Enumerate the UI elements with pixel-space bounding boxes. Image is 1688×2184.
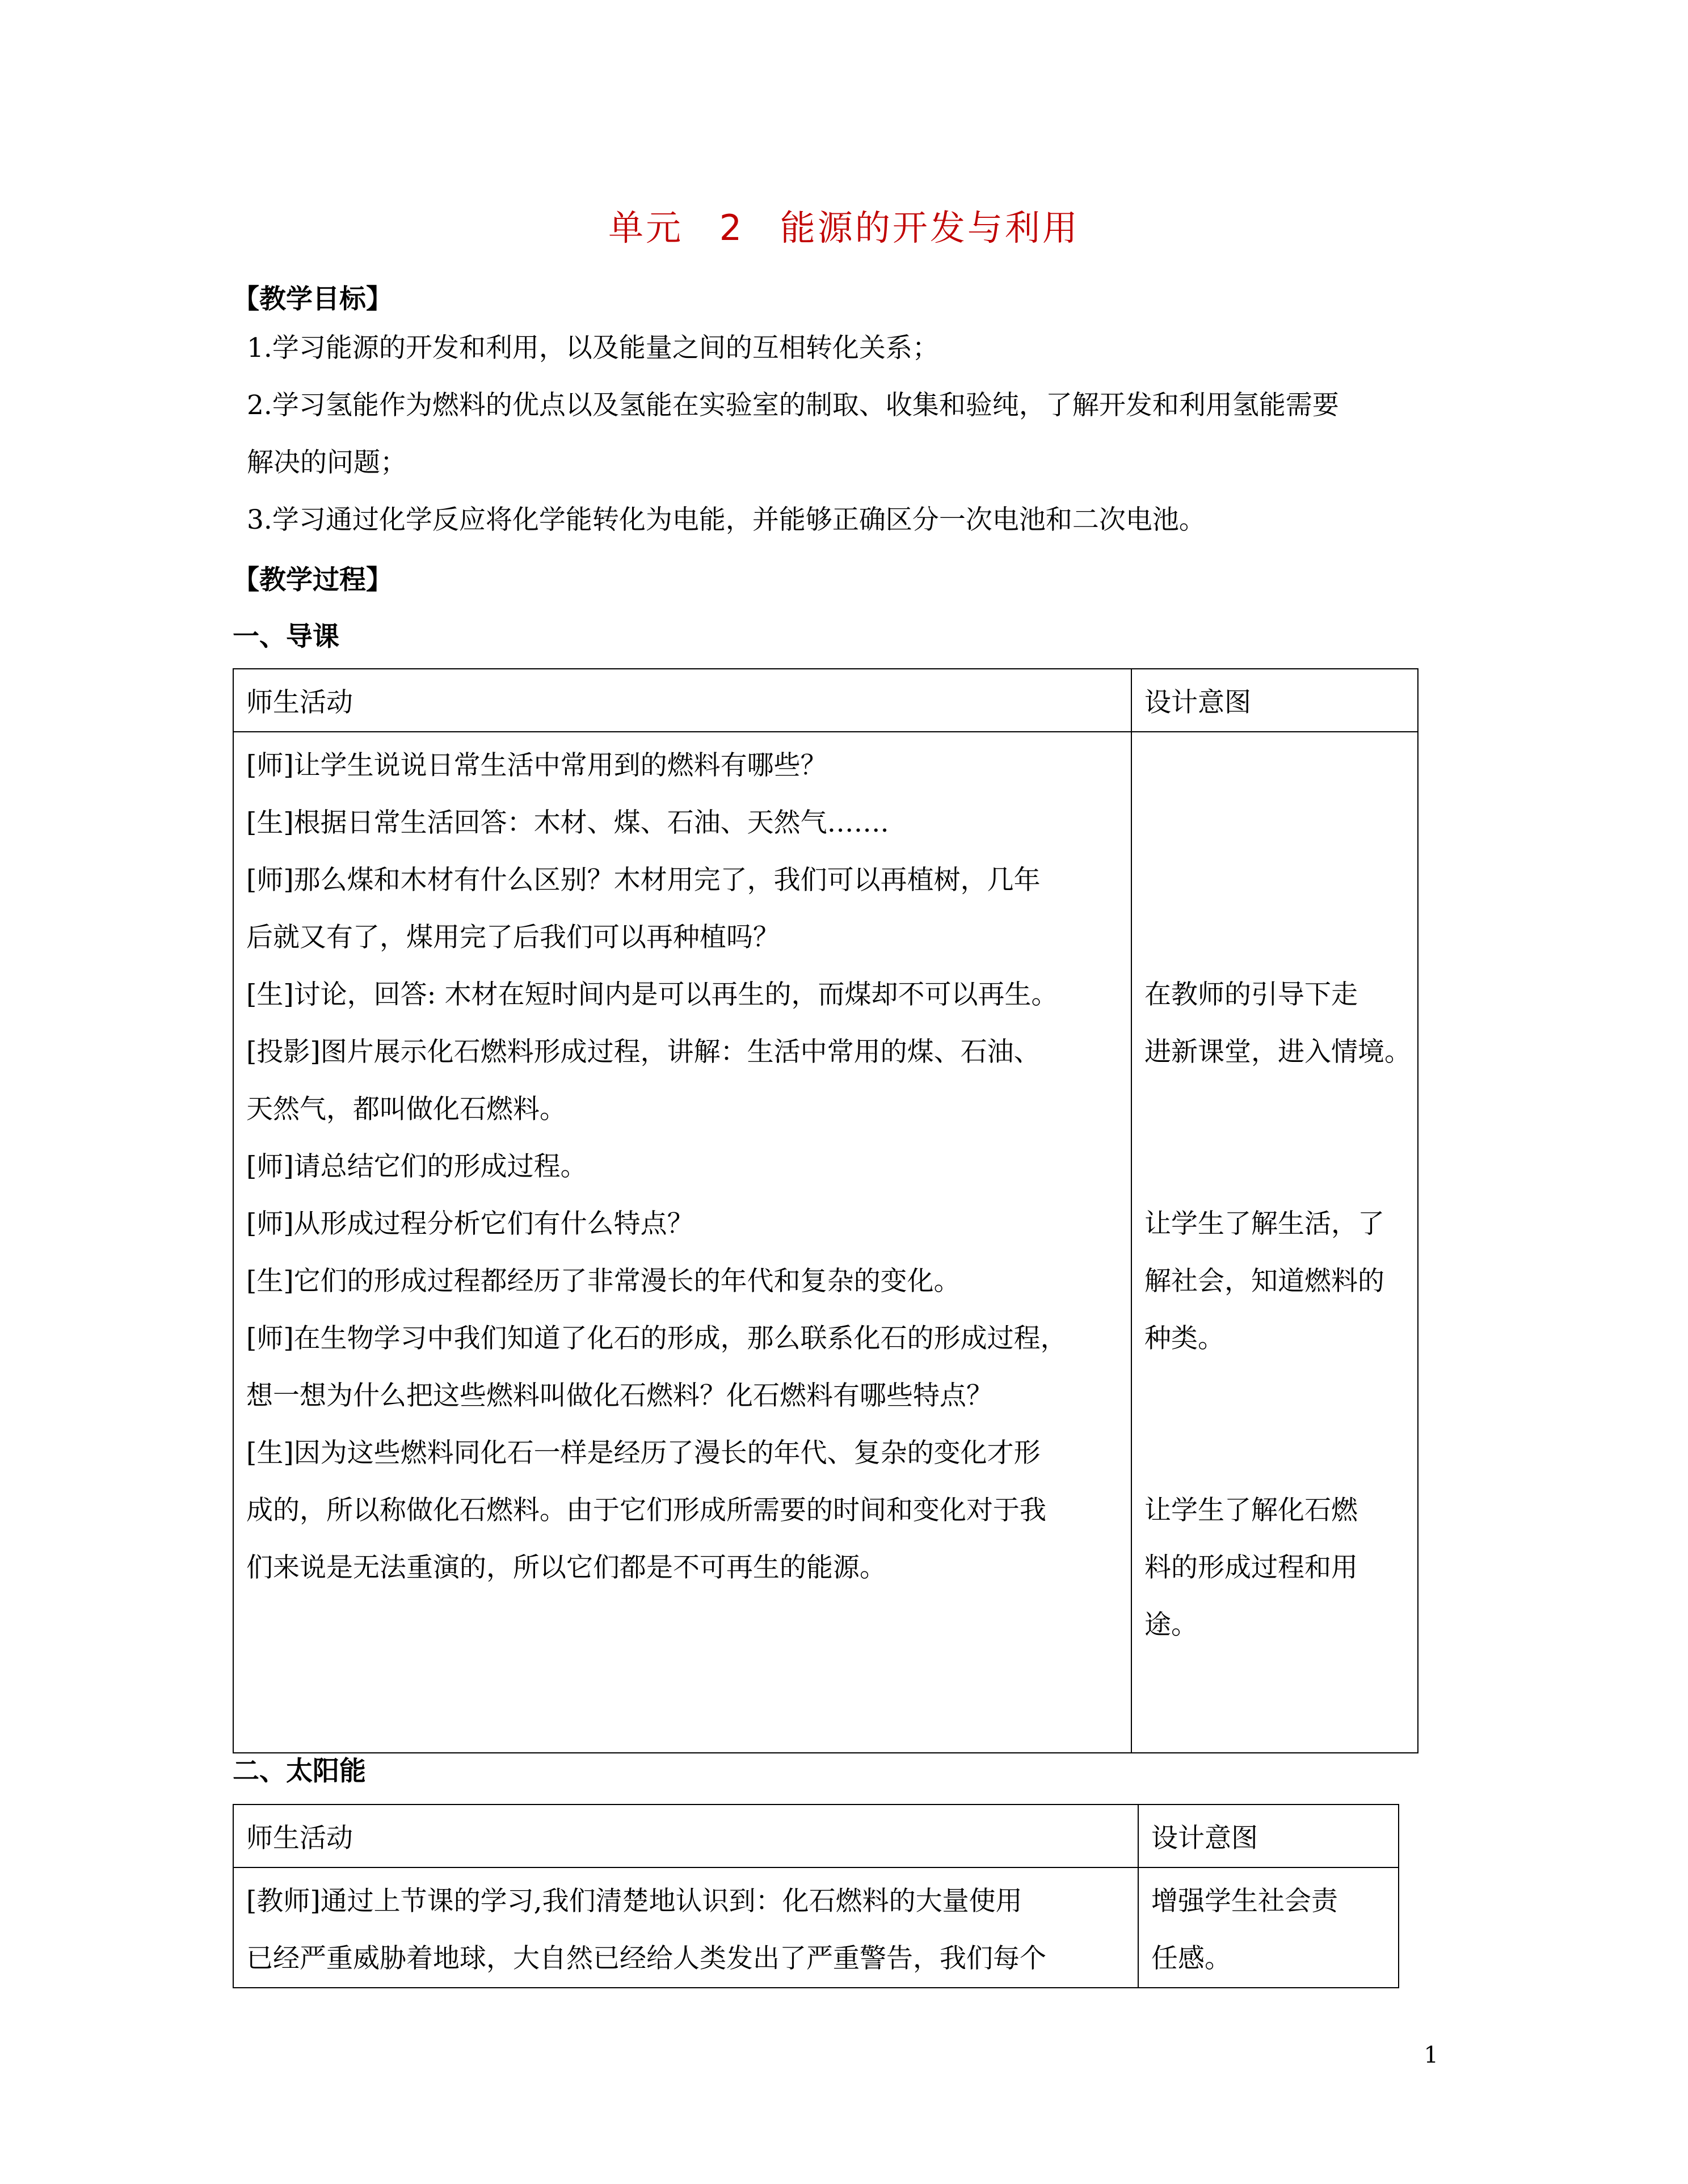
section1-heading: 一、导课 (233, 621, 339, 652)
activity-line: 天然气，都叫做化石燃料。 (246, 1094, 566, 1125)
activity-line: 们来说是无法重演的，所以它们都是不可再生的能源。 (246, 1552, 886, 1583)
intent-line: 在教师的引导下走 (1144, 979, 1358, 1010)
intent-cell (1138, 1867, 1399, 1988)
intent-line: 料的形成过程和用 (1144, 1552, 1358, 1583)
objective-item-2: 2.学习氢能作为燃料的优点以及氢能在实验室的制取、收集和验纯，了解开发和利用氢能需要 (247, 390, 1339, 421)
activity-cell (233, 1867, 1138, 1988)
intent-line: 任感。 (1151, 1943, 1231, 1974)
activity-line: [师]在生物学习中我们知道了化石的形成，那么联系化石的形成过程， (246, 1323, 1067, 1354)
intent-note-3 (1144, 1482, 1412, 1654)
objective-item-2-cont: 解决的问题； (247, 447, 407, 478)
activity-line: 已经严重威胁着地球，大自然已经给人类发出了严重警告，我们每个 (246, 1943, 1046, 1974)
activity-line: [师]那么煤和木材有什么区别？木材用完了，我们可以再植树，几年 (246, 865, 1041, 896)
activity-line: [生]根据日常生活回答：木材、煤、石油、天然气……. (246, 807, 889, 838)
process-heading: 【教学过程】 (233, 564, 393, 596)
activity-line: 想一想为什么把这些燃料叫做化石燃料？化石燃料有哪些特点？ (246, 1380, 993, 1411)
section1-table (233, 668, 1418, 1753)
objective-item-3: 3.学习通过化学反应将化学能转化为电能，并能够正确区分一次电池和二次电池。 (247, 504, 1206, 536)
intent-line: 让学生了解化石燃 (1144, 1495, 1358, 1526)
activity-line: [生]它们的形成过程都经历了非常漫长的年代和复杂的变化。 (246, 1266, 961, 1297)
activity-line: [师]让学生说说日常生活中常用到的燃料有哪些？ (246, 750, 827, 781)
intent-line: 进新课堂，进入情境。 (1144, 1036, 1411, 1068)
intent-note-1 (1144, 966, 1412, 1081)
activity-line: [生]讨论，回答: 木材在短时间内是可以再生的，而煤却不可以再生。 (246, 979, 1058, 1010)
page-title: 单元 2 能源的开发与利用 (608, 207, 1080, 248)
intent-cell (1131, 732, 1418, 1753)
activity-line: [教师]通过上节课的学习,我们清楚地认识到：化石燃料的大量使用 (246, 1886, 1022, 1917)
intent-line: 途。 (1144, 1609, 1198, 1641)
intent-line: 增强学生社会责 (1151, 1886, 1338, 1917)
header-intent: 设计意图 (1131, 669, 1418, 732)
intent-line: 种类。 (1144, 1323, 1224, 1354)
activity-line: 成的，所以称做化石燃料。由于它们形成所需要的时间和变化对于我 (246, 1495, 1046, 1526)
intent-note-2 (1144, 1195, 1412, 1367)
activity-line: 后就又有了，煤用完了后我们可以再种植吗？ (246, 922, 780, 953)
section2-heading: 二、太阳能 (233, 1756, 366, 1787)
activity-line: [投影]图片展示化石燃料形成过程，讲解：生活中常用的煤、石油、 (246, 1036, 1041, 1068)
header-intent: 设计意图 (1138, 1804, 1399, 1867)
intent-line: 让学生了解生活，了 (1144, 1208, 1384, 1239)
objectives-heading: 【教学目标】 (233, 284, 393, 315)
activity-line: [师]从形成过程分析它们有什么特点？ (246, 1208, 694, 1239)
header-activity: 师生活动 (233, 1804, 1138, 1867)
header-activity: 师生活动 (233, 669, 1131, 732)
activity-cell (233, 732, 1131, 1753)
activity-line: [师]请总结它们的形成过程。 (246, 1151, 587, 1182)
section2-table (233, 1804, 1399, 1988)
intent-line: 解社会，知道燃料的 (1144, 1266, 1384, 1297)
activity-line: [生]因为这些燃料同化石一样是经历了漫长的年代、复杂的变化才形 (246, 1437, 1041, 1469)
objective-item-1: 1.学习能源的开发和利用，以及能量之间的互相转化关系； (247, 332, 939, 364)
page-number: 1 (1424, 2042, 1438, 2068)
